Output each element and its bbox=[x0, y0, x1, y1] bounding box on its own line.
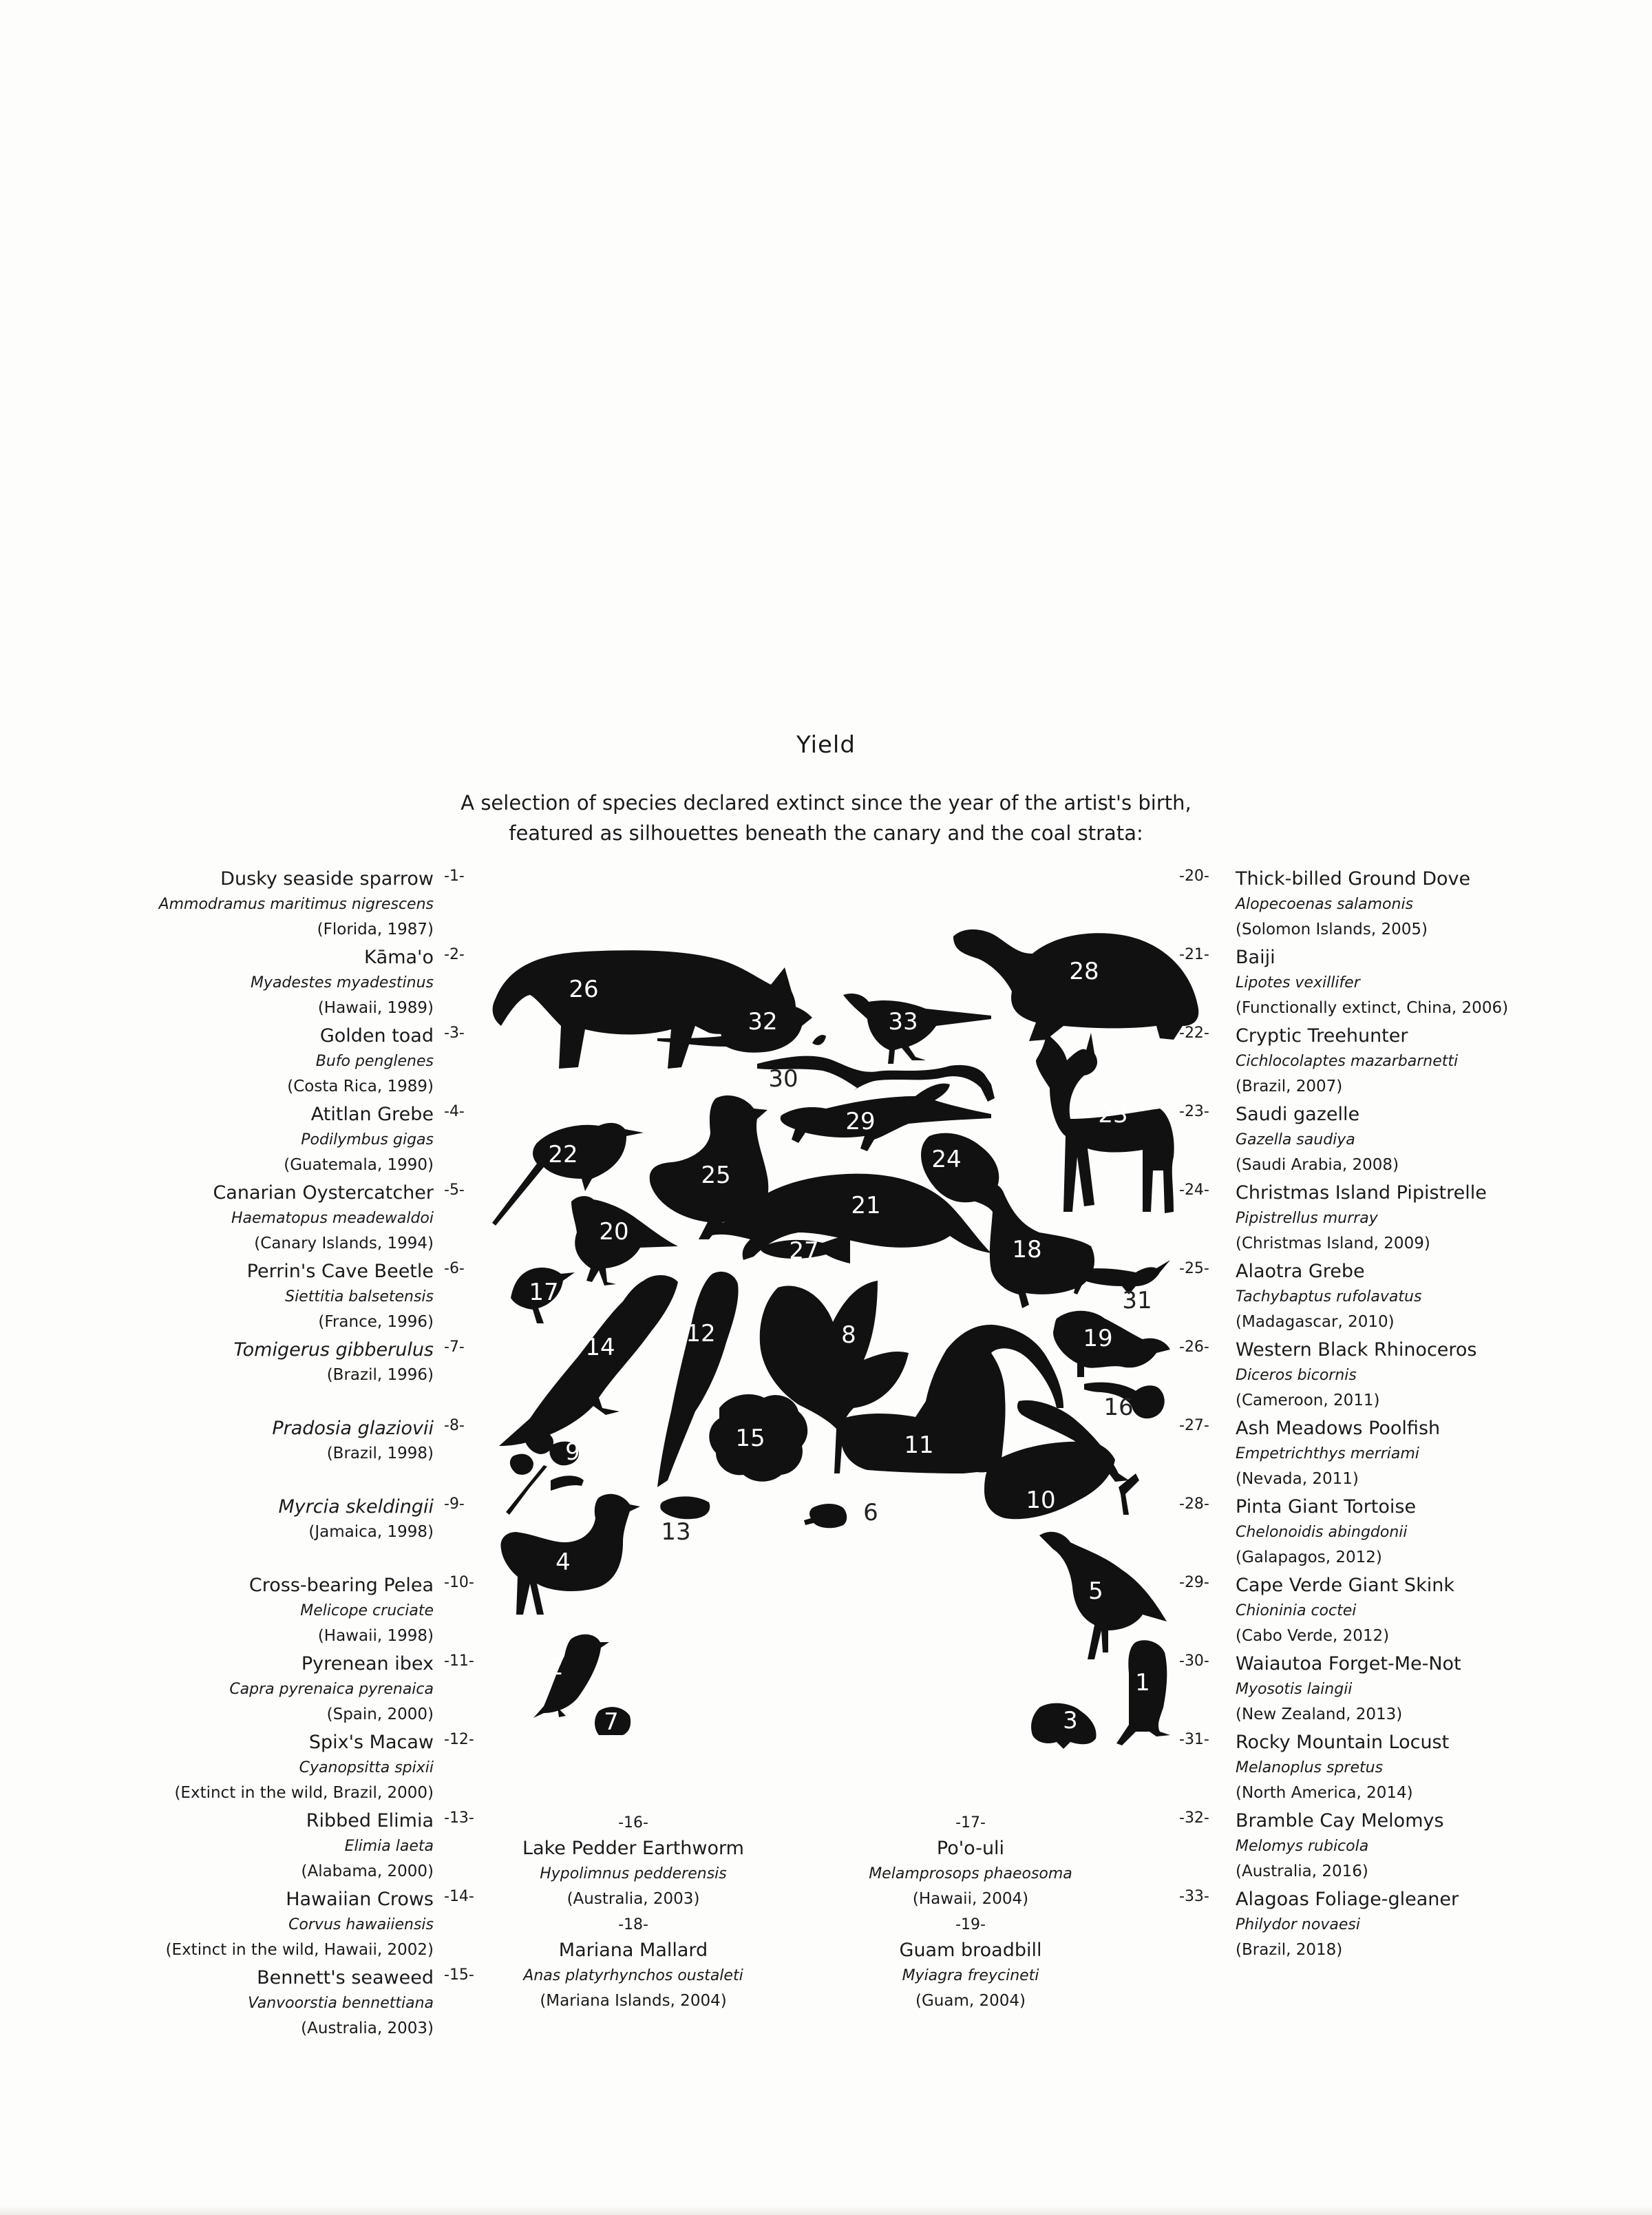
silhouette-number-3: 3 bbox=[1063, 1707, 1078, 1734]
silhouette-number-5: 5 bbox=[1088, 1577, 1103, 1605]
entry-scientific-name: Cichlocolaptes mazarbarnetti bbox=[1236, 1053, 1459, 1070]
entry-common-name: Guam broadbill bbox=[899, 1940, 1042, 1961]
entry-location: (Hawaii, 2004) bbox=[912, 1890, 1029, 1908]
entry-scientific-name: Elimia laeta bbox=[344, 1838, 434, 1855]
entry-number: -21- bbox=[1179, 946, 1209, 963]
entry-number: -9- bbox=[444, 1495, 465, 1513]
entry-location: (Guam, 2004) bbox=[915, 1992, 1026, 2010]
entry-scientific-name: Empetrichthys merriami bbox=[1236, 1445, 1419, 1462]
entry-location: (Brazil, 2007) bbox=[1236, 1078, 1343, 1095]
entry-number: -25- bbox=[1179, 1260, 1209, 1277]
silhouette-number-18: 18 bbox=[1012, 1236, 1042, 1263]
entry-location: (Mariana Islands, 2004) bbox=[540, 1992, 727, 2010]
entry-location: (Galapagos, 2012) bbox=[1236, 1549, 1382, 1566]
entry-location: (Hawaii, 1989) bbox=[317, 999, 434, 1017]
entry-common-name: Alagoas Foliage-gleaner bbox=[1236, 1889, 1459, 1910]
entry-number: -18- bbox=[618, 1916, 648, 1933]
silhouette-number-12: 12 bbox=[686, 1320, 716, 1347]
entry-scientific-name: Myadestes myadestinus bbox=[250, 974, 434, 991]
entry-location: (Brazil, 2018) bbox=[1236, 1941, 1343, 1959]
silhouette-number-9: 9 bbox=[565, 1438, 580, 1466]
entry-location: (Australia, 2016) bbox=[1236, 1862, 1368, 1880]
entry-scientific-name: Melamprosops phaeosoma bbox=[869, 1865, 1072, 1882]
entry-number: -32- bbox=[1179, 1809, 1209, 1827]
entry-common-name: Pradosia glaziovii bbox=[272, 1418, 434, 1439]
silhouette-number-30: 30 bbox=[768, 1065, 798, 1093]
entry-scientific-name: Gazella saudiya bbox=[1236, 1131, 1355, 1148]
entry-location: (Extinct in the wild, Hawaii, 2002) bbox=[165, 1941, 434, 1959]
silhouette-number-1: 1 bbox=[1135, 1669, 1150, 1697]
entry-number: -11- bbox=[444, 1652, 474, 1670]
entry-number: -17- bbox=[955, 1814, 986, 1831]
subtitle-line: featured as silhouettes beneath the canary and the coal strata: bbox=[509, 821, 1143, 845]
entry-location: (New Zealand, 2013) bbox=[1236, 1705, 1403, 1723]
entry-number: -27- bbox=[1179, 1417, 1209, 1434]
entry-number: -30- bbox=[1179, 1652, 1209, 1670]
entry-number: -6- bbox=[444, 1260, 465, 1277]
silhouette-number-29: 29 bbox=[845, 1108, 876, 1135]
entry-common-name: Saudi gazelle bbox=[1236, 1104, 1360, 1125]
entry-location: (Cameroon, 2011) bbox=[1236, 1392, 1380, 1409]
entry-location: (Jamaica, 1998) bbox=[308, 1523, 434, 1541]
entry-scientific-name: Tachybaptus rufolavatus bbox=[1236, 1288, 1422, 1305]
entry-common-name: Perrin's Cave Beetle bbox=[246, 1261, 434, 1282]
entry-common-name: Bennett's seaweed bbox=[257, 1967, 434, 1988]
entry-location: (Australia, 2003) bbox=[301, 2019, 434, 2037]
silhouette-number-28: 28 bbox=[1069, 958, 1099, 985]
silhouette-number-21: 21 bbox=[851, 1192, 881, 1219]
entry-common-name: Bramble Cay Melomys bbox=[1236, 1810, 1444, 1831]
entry-number: -10- bbox=[444, 1574, 474, 1591]
entry-common-name: Rocky Mountain Locust bbox=[1236, 1732, 1450, 1753]
silhouette-number-25: 25 bbox=[701, 1162, 731, 1189]
entry-number: -15- bbox=[444, 1966, 474, 1984]
entry-number: -12- bbox=[444, 1731, 474, 1748]
entry-number: -4- bbox=[444, 1103, 465, 1120]
entry-common-name: Cross-bearing Pelea bbox=[248, 1575, 434, 1596]
silhouette-number-24: 24 bbox=[931, 1146, 962, 1173]
entry-location: (Alabama, 2000) bbox=[301, 1862, 434, 1880]
entry-common-name: Waiautoa Forget-Me-Not bbox=[1236, 1653, 1461, 1675]
entry-common-name: Alaotra Grebe bbox=[1236, 1261, 1365, 1282]
silhouette-number-23: 23 bbox=[1098, 1101, 1128, 1129]
entry-scientific-name: Chioninia coctei bbox=[1236, 1602, 1357, 1619]
silhouette-number-10: 10 bbox=[1026, 1487, 1056, 1514]
entry-location: (Madagascar, 2010) bbox=[1236, 1313, 1395, 1331]
entry-common-name: Ash Meadows Poolfish bbox=[1236, 1418, 1441, 1439]
entry-location: (Costa Rica, 1989) bbox=[287, 1078, 434, 1095]
entry-scientific-name: Ammodramus maritimus nigrescens bbox=[158, 896, 434, 913]
entry-number: -2- bbox=[444, 946, 465, 963]
silhouette-number-33: 33 bbox=[888, 1008, 918, 1036]
entry-common-name: Dusky seaside sparrow bbox=[220, 868, 434, 890]
entry-scientific-name: Pipistrellus murray bbox=[1236, 1210, 1378, 1227]
page-title: Yield bbox=[796, 731, 856, 759]
entry-common-name: Kāma'o bbox=[363, 947, 434, 968]
entry-location: (Cabo Verde, 2012) bbox=[1236, 1627, 1390, 1645]
entry-common-name: Tomigerus gibberulus bbox=[233, 1339, 434, 1361]
entry-scientific-name: Melicope cruciate bbox=[300, 1602, 434, 1619]
silhouette-number-8: 8 bbox=[841, 1321, 856, 1349]
silhouette-number-31: 31 bbox=[1122, 1287, 1152, 1314]
entry-common-name: Po'o-uli bbox=[936, 1838, 1005, 1859]
entry-number: -20- bbox=[1179, 868, 1209, 885]
entry-scientific-name: Corvus hawaiiensis bbox=[288, 1916, 434, 1933]
entry-location: (Australia, 2003) bbox=[566, 1890, 700, 1908]
entry-location: (Guatemala, 1990) bbox=[284, 1156, 434, 1174]
silhouette-number-4: 4 bbox=[555, 1549, 571, 1576]
entry-scientific-name: Vanvoorstia bennettiana bbox=[248, 1995, 434, 2012]
entry-location: (Hawaii, 1998) bbox=[317, 1627, 434, 1645]
entry-location: (Saudi Arabia, 2008) bbox=[1236, 1156, 1399, 1174]
entry-common-name: Pinta Giant Tortoise bbox=[1236, 1496, 1417, 1518]
entry-common-name: Spix's Macaw bbox=[308, 1732, 434, 1753]
entry-common-name: Christmas Island Pipistrelle bbox=[1236, 1182, 1487, 1204]
silhouette-number-6: 6 bbox=[863, 1499, 878, 1526]
entry-scientific-name: Podilymbus gigas bbox=[301, 1131, 434, 1148]
entry-scientific-name: Myiagra freycineti bbox=[902, 1967, 1039, 1984]
entry-location: (Functionally extinct, China, 2006) bbox=[1236, 999, 1509, 1017]
silhouette-number-13: 13 bbox=[661, 1518, 691, 1546]
elimia-silhouette bbox=[660, 1496, 710, 1519]
silhouette-number-16: 16 bbox=[1103, 1394, 1134, 1421]
entry-scientific-name: Anas platyrhynchos oustaleti bbox=[523, 1967, 743, 1984]
entry-scientific-name: Haematopus meadewaldoi bbox=[231, 1210, 434, 1227]
entry-common-name: Canarian Oystercatcher bbox=[213, 1182, 434, 1204]
entry-number: -28- bbox=[1179, 1495, 1209, 1513]
entry-scientific-name: Hypolimnus pedderensis bbox=[540, 1865, 727, 1882]
entry-number: -7- bbox=[444, 1339, 465, 1356]
kamao-silhouette bbox=[533, 1635, 609, 1718]
entry-common-name: Golden toad bbox=[319, 1025, 434, 1047]
silhouette-number-20: 20 bbox=[599, 1218, 629, 1246]
entry-common-name: Myrcia skeldingii bbox=[278, 1496, 434, 1518]
entry-location: (Brazil, 1998) bbox=[326, 1445, 434, 1462]
entry-number: -23- bbox=[1179, 1103, 1209, 1120]
silhouette-number-19: 19 bbox=[1083, 1325, 1113, 1352]
entry-location: (Extinct in the wild, Brazil, 2000) bbox=[174, 1784, 434, 1802]
entry-location: (France, 1996) bbox=[318, 1313, 434, 1331]
entry-common-name: Ribbed Elimia bbox=[306, 1810, 434, 1831]
entry-number: -24- bbox=[1179, 1182, 1209, 1199]
entry-common-name: Lake Pedder Earthworm bbox=[522, 1838, 744, 1859]
entry-common-name: Atitlan Grebe bbox=[310, 1104, 434, 1125]
silhouette-number-17: 17 bbox=[529, 1279, 559, 1306]
entry-common-name: Pyrenean ibex bbox=[301, 1653, 434, 1675]
entry-number: -19- bbox=[955, 1916, 986, 1933]
entry-number: -31- bbox=[1179, 1731, 1209, 1748]
entry-common-name: Thick-billed Ground Dove bbox=[1236, 868, 1471, 890]
entry-location: (Solomon Islands, 2005) bbox=[1236, 921, 1428, 938]
entry-scientific-name: Siettitia balsetensis bbox=[285, 1288, 434, 1305]
entry-number: -29- bbox=[1179, 1574, 1209, 1591]
silhouette-number-14: 14 bbox=[585, 1334, 615, 1361]
entry-common-name: Western Black Rhinoceros bbox=[1236, 1339, 1477, 1361]
entry-number: -22- bbox=[1179, 1025, 1209, 1042]
entry-location: (Canary Islands, 1994) bbox=[254, 1235, 434, 1252]
entry-scientific-name: Melanoplus spretus bbox=[1236, 1759, 1384, 1776]
entry-scientific-name: Melomys rubicola bbox=[1236, 1838, 1369, 1855]
entry-scientific-name: Lipotes vexillifer bbox=[1236, 974, 1360, 991]
subtitle-line: A selection of species declared extinct since the year of the artist's birth, bbox=[460, 791, 1192, 815]
entry-scientific-name: Diceros bicornis bbox=[1236, 1367, 1357, 1384]
entry-common-name: Cryptic Treehunter bbox=[1236, 1025, 1408, 1047]
entry-scientific-name: Philydor novaesi bbox=[1236, 1916, 1360, 1933]
entry-location: (Florida, 1987) bbox=[317, 921, 434, 938]
entry-number: -5- bbox=[444, 1182, 465, 1199]
entry-location: (Christmas Island, 2009) bbox=[1236, 1235, 1430, 1252]
entry-common-name: Mariana Mallard bbox=[558, 1940, 708, 1961]
entry-scientific-name: Alopecoenas salamonis bbox=[1236, 896, 1414, 913]
entry-common-name: Hawaiian Crows bbox=[286, 1889, 434, 1910]
entry-location: (North America, 2014) bbox=[1236, 1784, 1413, 1802]
entry-number: -1- bbox=[444, 868, 465, 885]
entry-scientific-name: Myosotis laingii bbox=[1236, 1681, 1353, 1698]
entry-common-name: Baiji bbox=[1236, 947, 1275, 968]
silhouette-number-27: 27 bbox=[789, 1237, 819, 1265]
entry-common-name: Cape Verde Giant Skink bbox=[1236, 1575, 1454, 1596]
entry-number: -26- bbox=[1179, 1339, 1209, 1356]
entry-scientific-name: Cyanopsitta spixii bbox=[299, 1759, 434, 1776]
entry-location: (Brazil, 1996) bbox=[326, 1366, 434, 1384]
silhouette-number-22: 22 bbox=[548, 1141, 578, 1168]
silhouette-number-15: 15 bbox=[735, 1425, 765, 1452]
entry-number: -8- bbox=[444, 1417, 465, 1434]
entry-location: (Spain, 2000) bbox=[326, 1705, 434, 1723]
silhouette-number-2: 2 bbox=[549, 1653, 564, 1681]
entry-number: -3- bbox=[444, 1025, 465, 1042]
entry-location: (Nevada, 2011) bbox=[1236, 1470, 1359, 1488]
entry-number: -33- bbox=[1179, 1888, 1209, 1905]
entry-number: -13- bbox=[444, 1809, 474, 1827]
entry-scientific-name: Bufo penglenes bbox=[315, 1053, 434, 1070]
entry-number: -16- bbox=[618, 1814, 648, 1831]
entry-number: -14- bbox=[444, 1888, 474, 1905]
silhouette-number-11: 11 bbox=[904, 1431, 934, 1459]
silhouette-number-26: 26 bbox=[569, 976, 599, 1003]
entry-scientific-name: Capra pyrenaica pyrenaica bbox=[229, 1681, 434, 1698]
entry-scientific-name: Chelonoidis abingdonii bbox=[1236, 1524, 1408, 1541]
silhouette-number-7: 7 bbox=[604, 1708, 619, 1736]
silhouette-number-32: 32 bbox=[748, 1008, 778, 1036]
cave-beetle-silhouette bbox=[804, 1504, 847, 1528]
